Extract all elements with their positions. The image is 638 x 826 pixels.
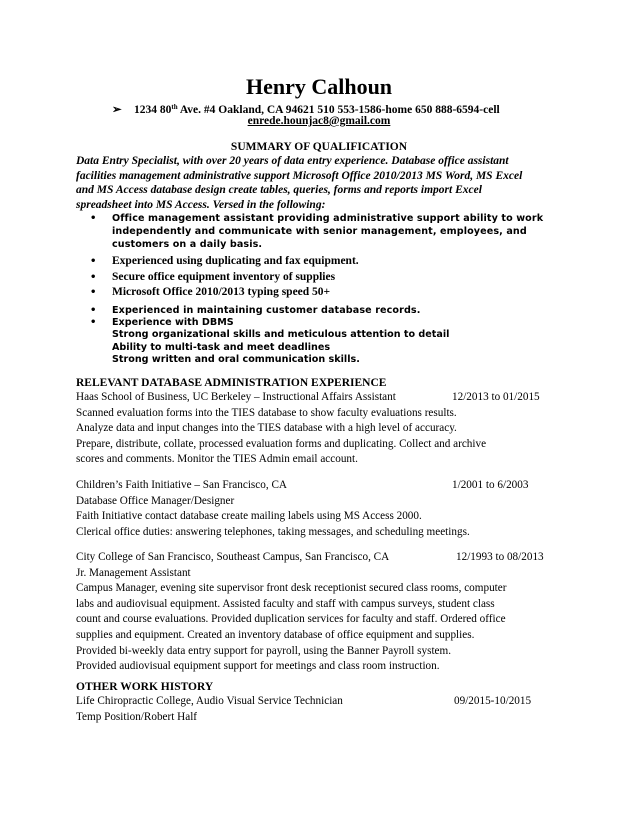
summary-line: spreadsheet into MS Access. Versed in the following: (76, 198, 326, 211)
job-line: Database Office Manager/Designer (76, 494, 235, 507)
summary-line: and MS Access database design create tables, queries, forms and reports import Excel (76, 184, 482, 196)
address-part-1: 1234 80 (134, 104, 172, 116)
summary-title: SUMMARY OF QUALIFICATION (230, 141, 408, 153)
qualification-line: customers on a daily basis. (112, 239, 263, 250)
sub-line: Strong organizational skills and meticulous attention to detail (112, 329, 450, 340)
job-entry (76, 478, 566, 540)
job-line: Faith Initiative contact database create mailing labels using MS Access 2000. (76, 510, 422, 523)
job-entry (76, 390, 566, 468)
job-dates: 09/2015-10/2015 (454, 695, 532, 707)
applicant-name: Henry Calhoun (245, 74, 393, 99)
relevant-experience-title: RELEVANT DATABASE ADMINISTRATION EXPERIENCE (76, 377, 387, 389)
job-heading-row (76, 550, 566, 566)
job-line: Prepare, distribute, collate, processed evaluation forms and duplicating. Collect and archive (76, 437, 487, 450)
job-line: Temp Position/Robert Half (76, 710, 198, 723)
sub-line: • Experience with DBMS (112, 316, 234, 328)
job-heading: Life Chiropractic College, Audio Visual Service Technician (76, 695, 343, 707)
job-line: Provided bi-weekly data entry support for payroll, using the Banner Payroll system. (76, 644, 452, 657)
qualification-item: • Experienced using duplicating and fax equipment. (76, 254, 576, 270)
qualification-sub-list (76, 317, 576, 367)
job-line: Scanned evaluation forms into the TIES database to show faculty evaluations results. (76, 406, 457, 419)
job-entry (76, 694, 566, 725)
job-heading-row (76, 390, 566, 406)
job-heading-row (76, 694, 566, 710)
other-work-title: OTHER WORK HISTORY (76, 681, 214, 693)
qualification-line: • Office management assistant providing administrative support ability to work (112, 213, 544, 224)
email-link[interactable]: enrede.hounjac8@gmail.com (247, 115, 391, 127)
job-dates: 12/2013 to 01/2015 (452, 391, 540, 403)
job-line: labs and audiovisual equipment. Assisted faculty and staff with campus surveys, student class (76, 597, 495, 610)
job-entry (76, 550, 566, 675)
job-dates: 1/2001 to 6/2003 (452, 479, 529, 491)
job-line: supplies and equipment. Created an inventory database of office equipment and supplies. (76, 628, 475, 641)
qualification-line: independently and communicate with senior management, employees, and (112, 226, 527, 237)
job-line: Jr. Management Assistant (76, 566, 191, 579)
address-superscript: th (171, 103, 178, 111)
job-line: Clerical office duties: answering telephones, taking messages, and scheduling meetings. (76, 525, 470, 538)
qualification-list (76, 212, 576, 367)
address-part-2: Ave. #4 Oakland, CA 94621 510 553-1586-home 650 888-6594-cell (177, 104, 500, 116)
job-line: Campus Manager, evening site supervisor front desk receptionist secured class rooms, computer (76, 582, 507, 595)
job-heading: Haas School of Business, UC Berkeley – Instructional Affairs Assistant (76, 391, 396, 403)
job-line: count and course evaluations. Provided duplication services for faculty and staff. Ordered office (76, 613, 506, 626)
job-line: Provided audiovisual equipment support for meetings and class room instruction. (76, 660, 440, 673)
job-heading: City College of San Francisco, Southeast Campus, San Francisco, CA (76, 551, 390, 563)
job-line: scores and comments. Monitor the TIES Admin email account. (76, 453, 358, 466)
job-dates: 12/1993 to 08/2013 (456, 551, 544, 563)
job-heading: Children’s Faith Initiative – San Francisco, CA (76, 479, 287, 491)
sub-line: Strong written and oral communication skills. (112, 354, 360, 365)
arrow-bullet-icon: ➢ (112, 104, 122, 116)
summary-line: Data Entry Specialist, with over 20 years of data entry experience. Database office assistant (76, 155, 509, 167)
qualification-item: • Secure office equipment inventory of supplies (76, 270, 576, 286)
qualification-item: • Microsoft Office 2010/2013 typing speed 50+ (76, 285, 576, 301)
summary-line: facilities management administrative support Microsoft Office 2010/2013 MS Word, MS Excel (76, 169, 523, 182)
summary-paragraph (76, 154, 576, 212)
job-heading-row (76, 478, 566, 494)
sub-line: Ability to multi-task and meet deadlines (112, 341, 331, 353)
qualification-item: • Experienced in maintaining customer database records. (76, 304, 576, 317)
qualification-item (76, 212, 576, 251)
job-line: Analyze data and input changes into the TIES database with a high level of accuracy. (76, 422, 457, 435)
